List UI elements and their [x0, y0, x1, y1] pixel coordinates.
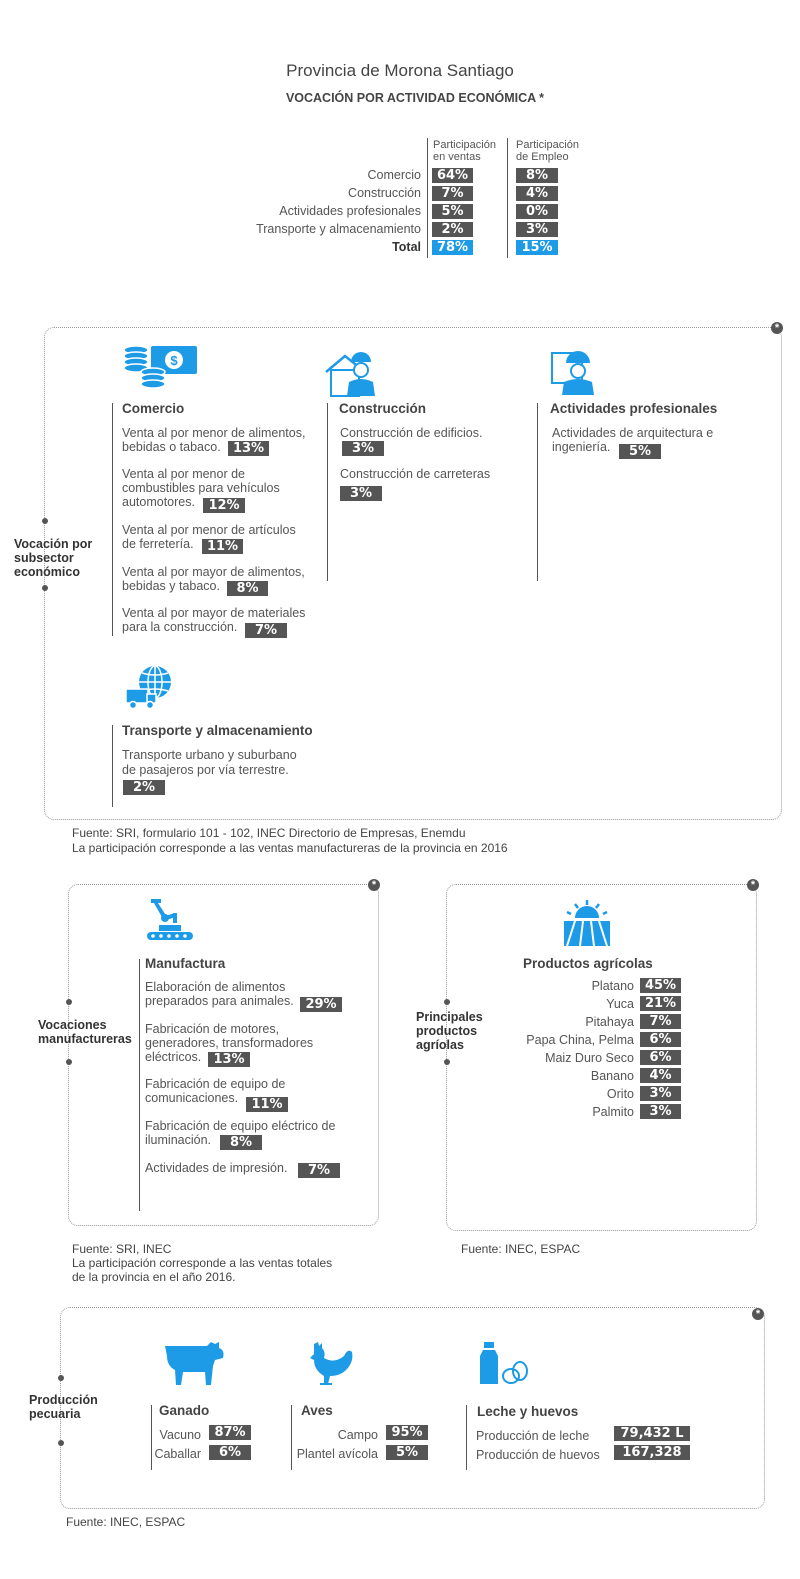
construccion-item-line: Construcción de edificios. — [340, 426, 483, 440]
ganado-item-label: Vacuno — [159, 1428, 201, 1442]
aves-item-value: 5% — [386, 1445, 428, 1460]
agricola-item-value: 7% — [640, 1014, 681, 1029]
agricola-item-label: Palmito — [592, 1105, 634, 1119]
ganado-item-value: 87% — [209, 1425, 251, 1440]
comercio-item-value: 12% — [203, 498, 245, 513]
manufactura-source: de la provincia en el año 2016. — [72, 1270, 236, 1284]
comercio-item-line: Venta al por menor de — [122, 467, 245, 481]
agricola-item-label: Banano — [590, 1069, 634, 1083]
comercio-item-line: combustibles para vehículos — [122, 481, 280, 495]
summary-ventas-value: 7% — [432, 186, 473, 201]
header-empleo-1: Participación — [516, 139, 579, 151]
construccion-heading: Construcción — [339, 401, 427, 416]
profesionales-item-line: ingeniería. — [552, 440, 611, 454]
transporte-item-value: 2% — [123, 780, 165, 795]
profesionales-item-line: Actividades de arquitectura e — [552, 426, 714, 440]
header-ventas-1: Participación — [433, 139, 496, 151]
manufactura-label-1: Vocaciones — [38, 1018, 107, 1032]
subsector-source: La participación corresponde a las ventas manufactureras de la provincia en 2016 — [72, 841, 508, 855]
builder-house-icon — [323, 350, 379, 398]
construccion-item-value: 3% — [340, 486, 382, 501]
agricola-item-value: 6% — [640, 1050, 681, 1065]
subsector-source: Fuente: SRI, formulario 101 - 102, INEC Directorio de Empresas, Enemdu — [72, 826, 466, 840]
comercio-item-value: 13% — [228, 441, 269, 456]
manufactura-heading: Manufactura — [145, 956, 226, 971]
manufactura-item-line: Elaboración de alimentos — [145, 980, 286, 994]
subsector-star: * — [771, 322, 783, 334]
comercio-item-line: Venta al por menor de alimentos, — [122, 426, 306, 440]
summary-row-label: Construcción — [348, 186, 421, 200]
agricola-item-label: Papa China, Pelma — [526, 1033, 634, 1047]
manufactura-item-value: 11% — [246, 1097, 288, 1112]
agricola-dot-top — [444, 999, 450, 1005]
comercio-item-line: bebidas y tabaco. — [122, 579, 220, 593]
manufactura-item-value: 8% — [220, 1135, 262, 1150]
profesionales-item-value: 5% — [619, 444, 661, 459]
agricola-label-1: Principales — [416, 1010, 483, 1024]
construccion-item-value: 3% — [342, 441, 384, 456]
agricola-item-value: 3% — [640, 1104, 681, 1119]
sun-field-icon — [563, 899, 611, 947]
aves-item-value: 95% — [386, 1425, 428, 1440]
agricola-item-value: 4% — [640, 1068, 681, 1083]
agricola-dot-bottom — [444, 1059, 450, 1065]
summary-ventas-value: 64% — [432, 168, 473, 183]
factory-robot-icon — [145, 897, 195, 947]
summary-empleo-value: 8% — [516, 168, 558, 183]
summary-row-label: Comercio — [367, 168, 421, 182]
subsector-label-1: Vocación por — [14, 537, 93, 551]
manufactura-item-line: eléctricos. — [145, 1050, 202, 1064]
comercio-item-line: Venta al por mayor de alimentos, — [122, 565, 305, 579]
pecuaria-dot-top — [58, 1375, 64, 1381]
aves-heading: Aves — [301, 1403, 333, 1418]
summary-ventas-value: 5% — [432, 204, 473, 219]
manufactura-item-line: generadores, transformadores — [145, 1036, 314, 1050]
cow-icon — [163, 1340, 227, 1386]
truck-globe-icon — [125, 664, 173, 710]
leche-item-label: Producción de leche — [476, 1429, 590, 1443]
summary-row-label: Actividades profesionales — [279, 204, 421, 218]
comercio-item-line: automotores. — [122, 495, 195, 509]
summary-row-label: Transporte y almacenamiento — [256, 222, 421, 236]
manufactura-item-line: preparados para animales. — [145, 994, 294, 1008]
ganado-item-value: 6% — [209, 1445, 251, 1460]
comercio-item-line: de ferretería. — [122, 537, 194, 551]
header-empleo-2: de Empleo — [516, 151, 569, 163]
professional-icon — [550, 350, 598, 396]
subsector-dot-top — [42, 518, 48, 524]
manufactura-item-value: 29% — [300, 997, 342, 1012]
agricola-label-3: agríolas — [416, 1038, 464, 1052]
pecuaria-label-2: pecuaria — [29, 1407, 81, 1421]
subsector-label-2: subsector — [14, 551, 74, 565]
leche-heading: Leche y huevos — [477, 1404, 579, 1419]
transporte-item-line: de pasajeros por vía terrestre. — [122, 763, 289, 777]
comercio-item-value: 11% — [202, 539, 243, 554]
summary-empleo-value: 3% — [516, 222, 558, 237]
agricola-item-label: Platano — [591, 979, 634, 993]
agricola-item-label: Yuca — [606, 997, 634, 1011]
agricola-source: Fuente: INEC, ESPAC — [461, 1242, 581, 1256]
construccion-item-line: Construcción de carreteras — [340, 467, 491, 481]
comercio-item-line: Venta al por mayor de materiales — [122, 606, 306, 620]
manufactura-item-line: Actividades de impresión. — [145, 1161, 288, 1175]
comercio-item-line: bebidas o tabaco. — [122, 440, 221, 454]
transporte-heading: Transporte y almacenamiento — [122, 723, 313, 738]
svg-text:$: $ — [170, 353, 178, 368]
milk-eggs-icon — [478, 1340, 530, 1386]
summary-total-label: Total — [392, 240, 421, 254]
pecuaria-label-1: Producción — [29, 1393, 98, 1407]
leche-item-label: Producción de huevos — [476, 1448, 600, 1462]
header-ventas-2: en ventas — [433, 151, 481, 163]
transporte-item-line: Transporte urbano y suburbano — [122, 748, 297, 762]
agricola-item-value: 6% — [640, 1032, 681, 1047]
pecuaria-source: Fuente: INEC, ESPAC — [66, 1515, 186, 1529]
summary-total-ventas: 78% — [432, 240, 473, 255]
pecuaria-star: * — [752, 1308, 764, 1320]
rooster-icon — [306, 1340, 354, 1388]
agricola-item-value: 3% — [640, 1086, 681, 1101]
coins-icon — [123, 344, 199, 392]
comercio-item-line: Venta al por menor de artículos — [122, 523, 296, 537]
agricola-item-label: Orito — [606, 1087, 634, 1101]
ganado-heading: Ganado — [159, 1403, 210, 1418]
agricola-item-label: Pitahaya — [585, 1015, 634, 1029]
manufactura-item-value: 13% — [208, 1052, 250, 1067]
manufactura-dot-top — [66, 999, 72, 1005]
summary-ventas-value: 2% — [432, 222, 473, 237]
comercio-item-value: 8% — [227, 581, 268, 596]
manufactura-dot-bottom — [66, 1059, 72, 1065]
manufactura-source: Fuente: SRI, INEC — [72, 1242, 172, 1256]
ganado-item-label: Caballar — [154, 1447, 201, 1461]
summary-total-empleo: 15% — [516, 240, 558, 255]
manufactura-item-line: Fabricación de equipo eléctrico de — [145, 1119, 336, 1133]
comercio-item-value: 7% — [245, 623, 287, 638]
agricola-item-value: 45% — [640, 978, 681, 993]
agricola-star: * — [747, 879, 759, 891]
subsector-label-3: económico — [14, 565, 80, 579]
pecuaria-dot-bottom — [58, 1440, 64, 1446]
aves-item-label: Campo — [337, 1428, 378, 1442]
agricola-item-label: Maiz Duro Seco — [545, 1051, 634, 1065]
agricola-heading: Productos agrícolas — [523, 956, 653, 971]
manufactura-item-value: 7% — [298, 1163, 340, 1178]
leche-item-value: 167,328 — [614, 1445, 690, 1460]
manufactura-item-line: comunicaciones. — [145, 1091, 239, 1105]
manufactura-item-line: Fabricación de motores, — [145, 1022, 280, 1036]
page-subtitle: VOCACIÓN POR ACTIVIDAD ECONÓMICA * — [285, 91, 545, 105]
comercio-item-line: para la construcción. — [122, 620, 238, 634]
summary-empleo-value: 0% — [516, 204, 558, 219]
agricola-item-value: 21% — [640, 996, 681, 1011]
manufactura-item-line: iluminación. — [145, 1133, 212, 1147]
agricola-label-2: productos — [416, 1024, 478, 1038]
profesionales-heading: Actividades profesionales — [550, 401, 718, 416]
summary-empleo-value: 4% — [516, 186, 558, 201]
manufactura-star: * — [368, 879, 380, 891]
aves-item-label: Plantel avícola — [296, 1447, 378, 1461]
comercio-heading: Comercio — [122, 401, 185, 416]
leche-item-value: 79,432 L — [614, 1426, 690, 1441]
subsector-dot-bottom — [42, 585, 48, 591]
manufactura-item-line: Fabricación de equipo de — [145, 1077, 286, 1091]
manufactura-label-2: manufactureras — [38, 1032, 132, 1046]
page-title: Provincia de Morona Santiago — [286, 61, 514, 80]
manufactura-source: La participación corresponde a las ventas totales — [72, 1256, 333, 1270]
